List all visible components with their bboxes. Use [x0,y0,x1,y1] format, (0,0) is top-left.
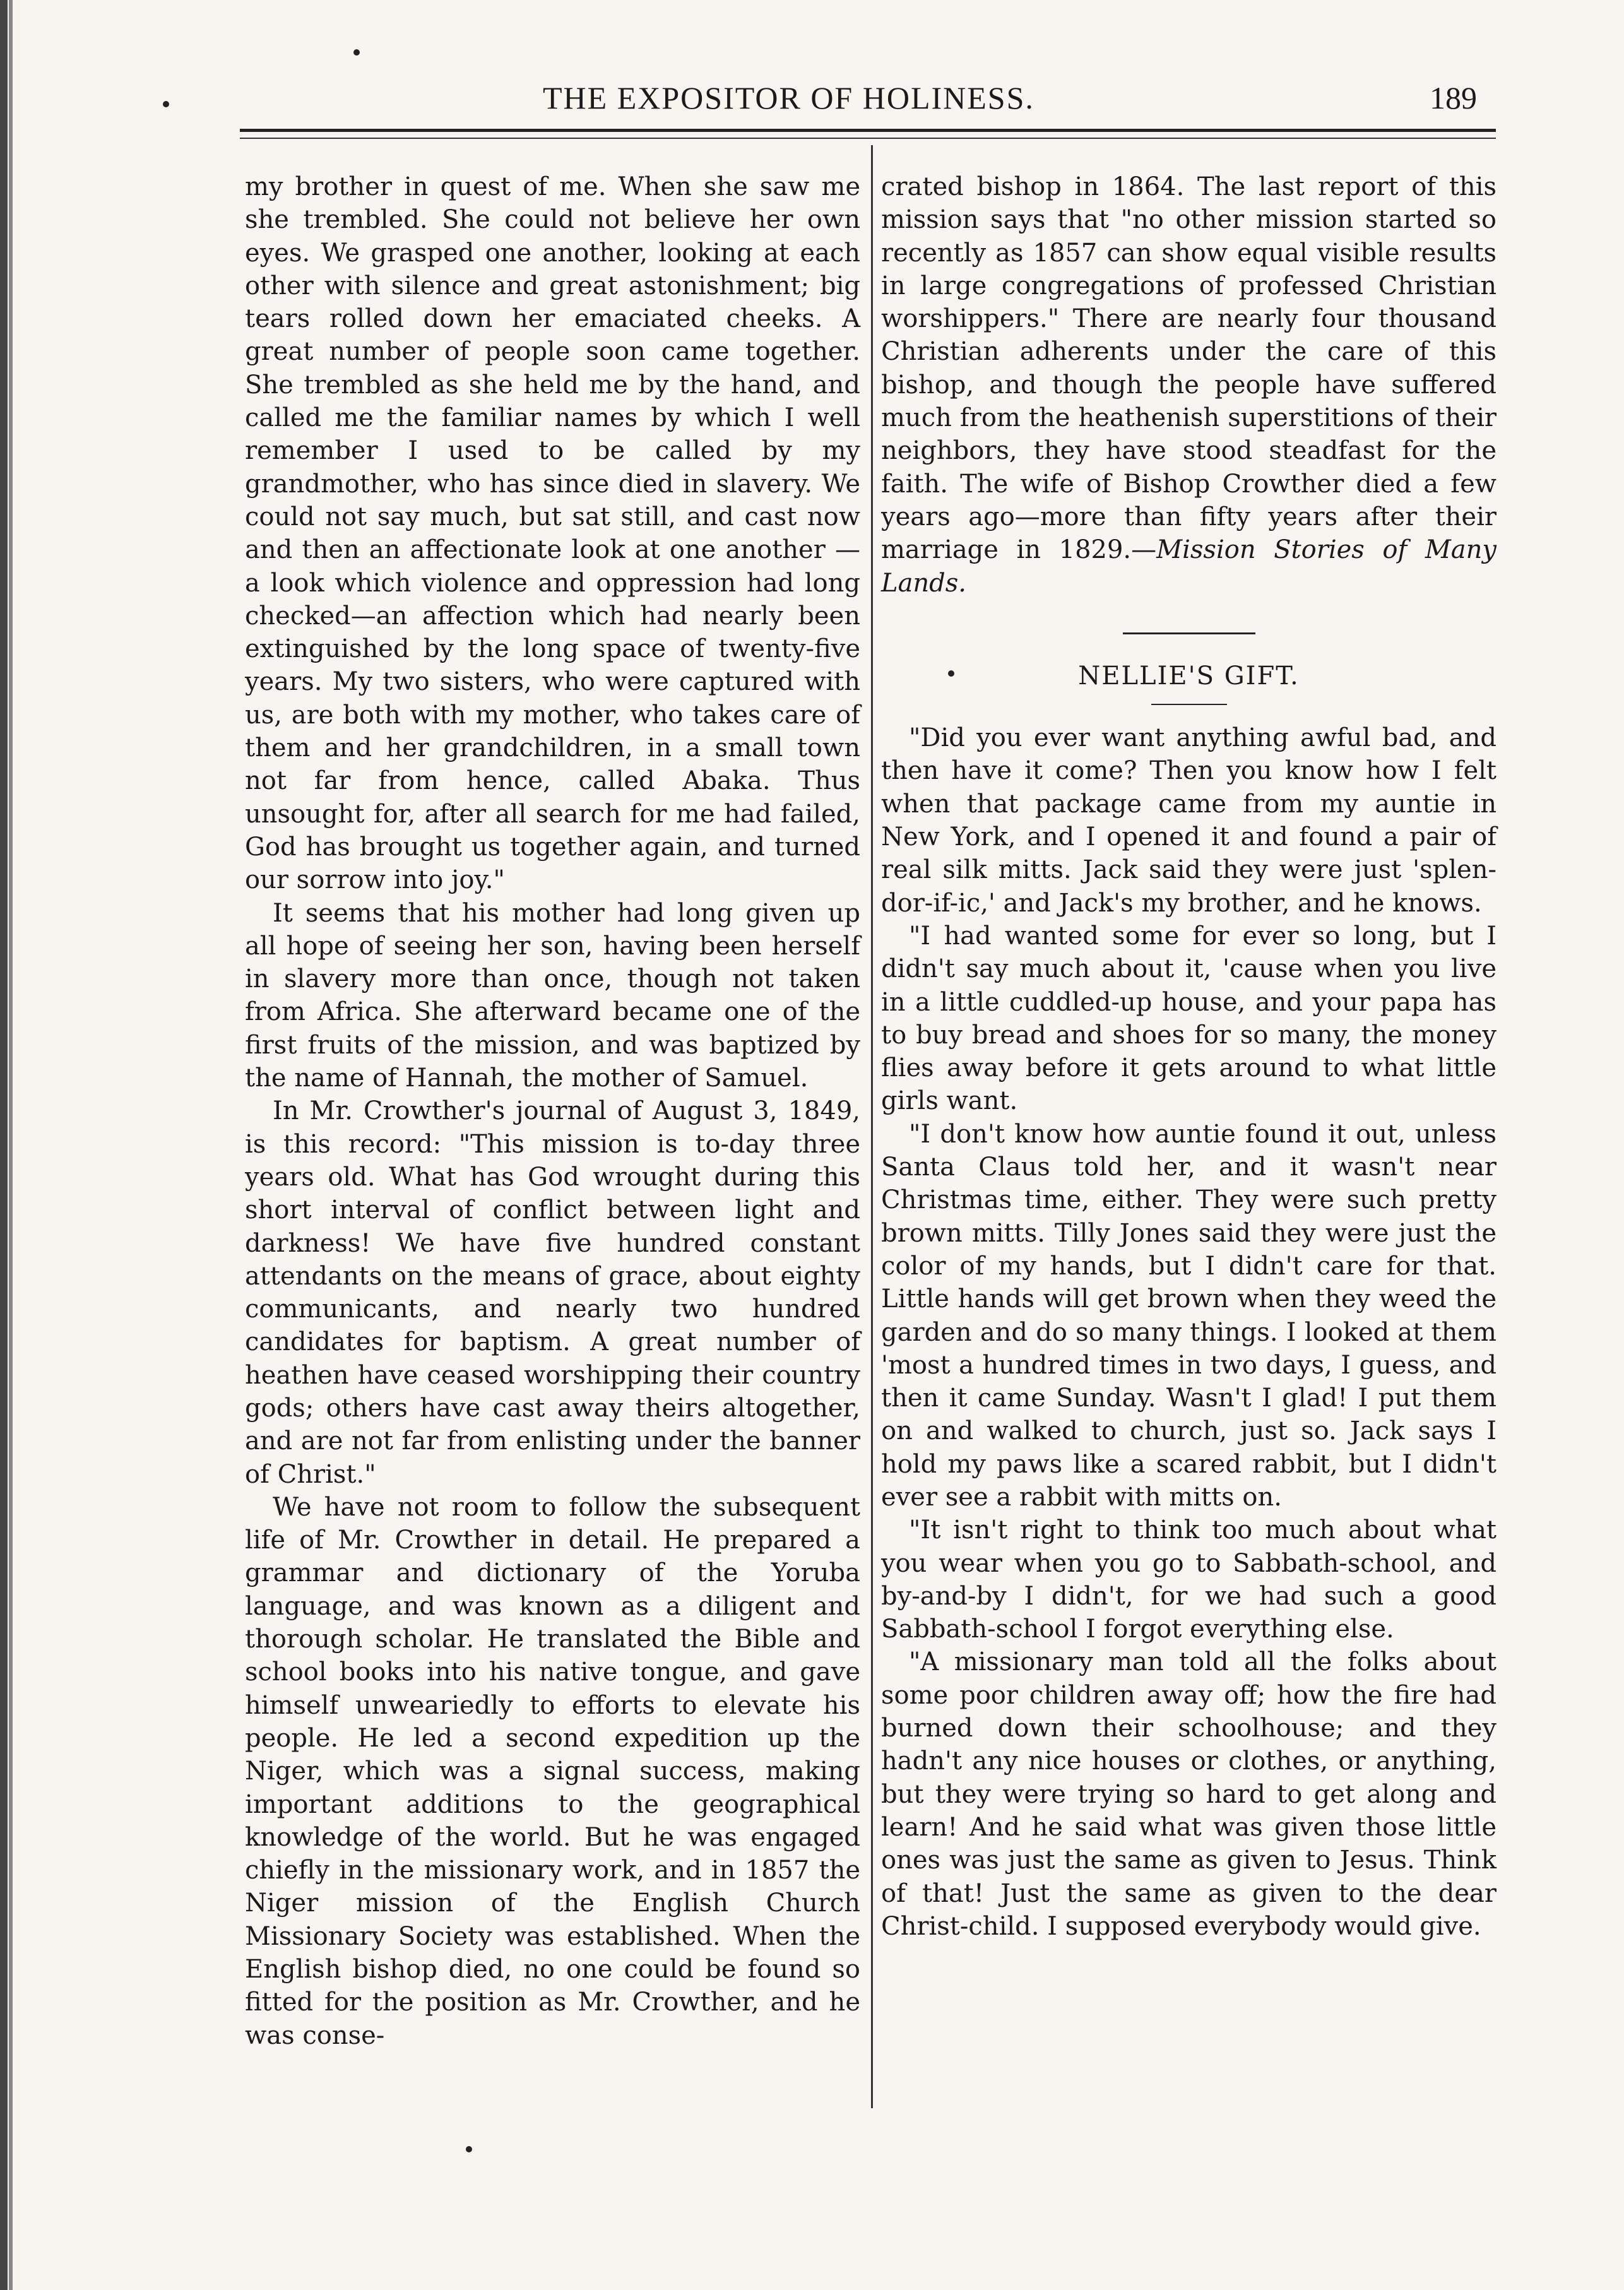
speck-mark [466,2146,472,2152]
paragraph: "A missionary man told all the folks about some poor children away off; how the fire had burned down their schoolhouse; and they hadn't any nice houses or clothes, or anything, but they were trying so hard to get along and learn! And he said what was given those little ones was just the same as given to Jesus. Think of that! Just the same as given to the dear Christ-child. I supposed everybody would give. [881,1647,1497,1941]
right-column [881,170,1497,1943]
paragraph: We have not room to follow the subsequent life of Mr. Crowther in detail. He prepared a grammar and dictionary of the Yoruba language, and was known as a diligent and thorough scholar. He translated the Bible and school books into his native tongue, and gave himself unweariedly to efforts to elevate his people. He led a second expedition up the Niger, which was a signal success, making important additions to the geographical knowledge of the world. But he was engaged chiefly in the missionary work, and in 1857 the Niger mission of the English Church Missionary Society was established. When the English bishop died, no one could be found so fitted for the position as Mr. Crowther, and he was conse- [245,1492,860,2050]
paragraph: In Mr. Crowther's journal of August 3, 1849, is this record: "This mission is to-day three years old. What has God wrought during this short interval of conflict between light and darkness! We have five hundred constant attendants on the means of grace, about eighty communicants, and nearly two hundred candidates for baptism. A great number of heathen have ceased worshipping their country gods; others have cast away theirs altogether, and are not far from enlisting under the banner of Christ." [245,1096,860,1489]
paragraph: "I had wanted some for ever so long, but I didn't say much about it, 'cause when you live in a little cuddled-up house, and your papa has to buy bread and shoes for so many, the money flies away before it gets around to what little girls want. [881,921,1497,1116]
speck-mark [163,101,169,107]
paragraph: "Did you ever want anything awful bad, and then have it come? Then you know how I felt when that package came from my auntie in New York, and I opened it and found a pair of real silk mitts. Jack said they were just 'splen-dor-if-ic,' and Jack's my brother, and he knows. [881,723,1497,918]
binding-edge-shadow [9,0,13,2290]
header-rule [240,129,1496,132]
paragraph: "I don't know how auntie found it out, unless Santa Claus told her, and it wasn't near Christmas time, either. They were such pretty brown mitts. Tilly Jones said they were just the color of my hands, but I didn't care for that. Little hands will get brown when they weed the garden and do so many things. I looked at them 'most a hundred times in two days, I guess, and then it came Sunday. Wasn't I glad! I put them on and walked to church, just so. Jack says I hold my paws like a scared rabbit, but I didn't ever see a rabbit with mitts on. [881,1119,1497,1512]
page-header [240,74,1496,125]
column-divider [871,145,873,2108]
running-title: THE EXPOSITOR OF HOLINESS. [543,80,1034,116]
section-title: NELLIE'S GIFT. [1078,661,1300,691]
binding-edge [0,0,8,2290]
paragraph-text: crated bishop in 1864. The last report of this mission says that "no other mission started so recently as 1857 can show equal visible results in large congregations of professed Christian worshippers." There are nearly four thousand Christian adherents under the care of this bishop, and though the people have suffered much from the heathenish superstitions of their neighbors, they have stood steadfast for the faith. The wife of Bishop Crowther died a few years ago—more than fifty years after their marriage in 1829.— [881,172,1497,565]
paragraph [881,170,1497,600]
speck-mark [353,49,360,56]
title-underline [1151,704,1227,705]
header-rule-thin [240,138,1496,139]
page-number: 189 [1430,80,1477,116]
left-column [245,170,860,2052]
paragraph: "It isn't right to think too much about what you wear when you go to Sabbath-school, and by-and-by I didn't, for we had such a good Sabbath-school I forgot everything else. [881,1516,1497,1644]
source-citation: Mission Stories of Many Lands. [881,535,1497,598]
section-divider [1123,632,1255,634]
paragraph: It seems that his mother had long given up all hope of seeing her son, having been herself in slavery more than once, though not taken from Africa. She afterward became one of the first fruits of the mission, and was baptized by the name of Hannah, the mother of Samuel. [245,898,860,1093]
paragraph: my brother in quest of me. When she saw me she trembled. She could not believe her own eyes. We grasped one another, looking at each other with silence and great astonishment; big tears rolled down her emaciated cheeks. A great number of people soon came together. She trembled as she held me by the hand, and called me the familiar names by which I well remember I used to be called by my grandmother, who has since died in slavery. We could not say much, but sat still, and cast now and then an affectionate look at one another —a look which violence and oppression had long checked—an affection which had nearly been extinguished by the long space of twenty-five years. My two sisters, who were captured with us, are both with my mother, who takes care of them and her grandchildren, in a small town not far from hence, called Abaka. Thus unsought for, after all search for me had failed, God has brought us together again, and turned our sorrow into joy." [245,172,860,895]
